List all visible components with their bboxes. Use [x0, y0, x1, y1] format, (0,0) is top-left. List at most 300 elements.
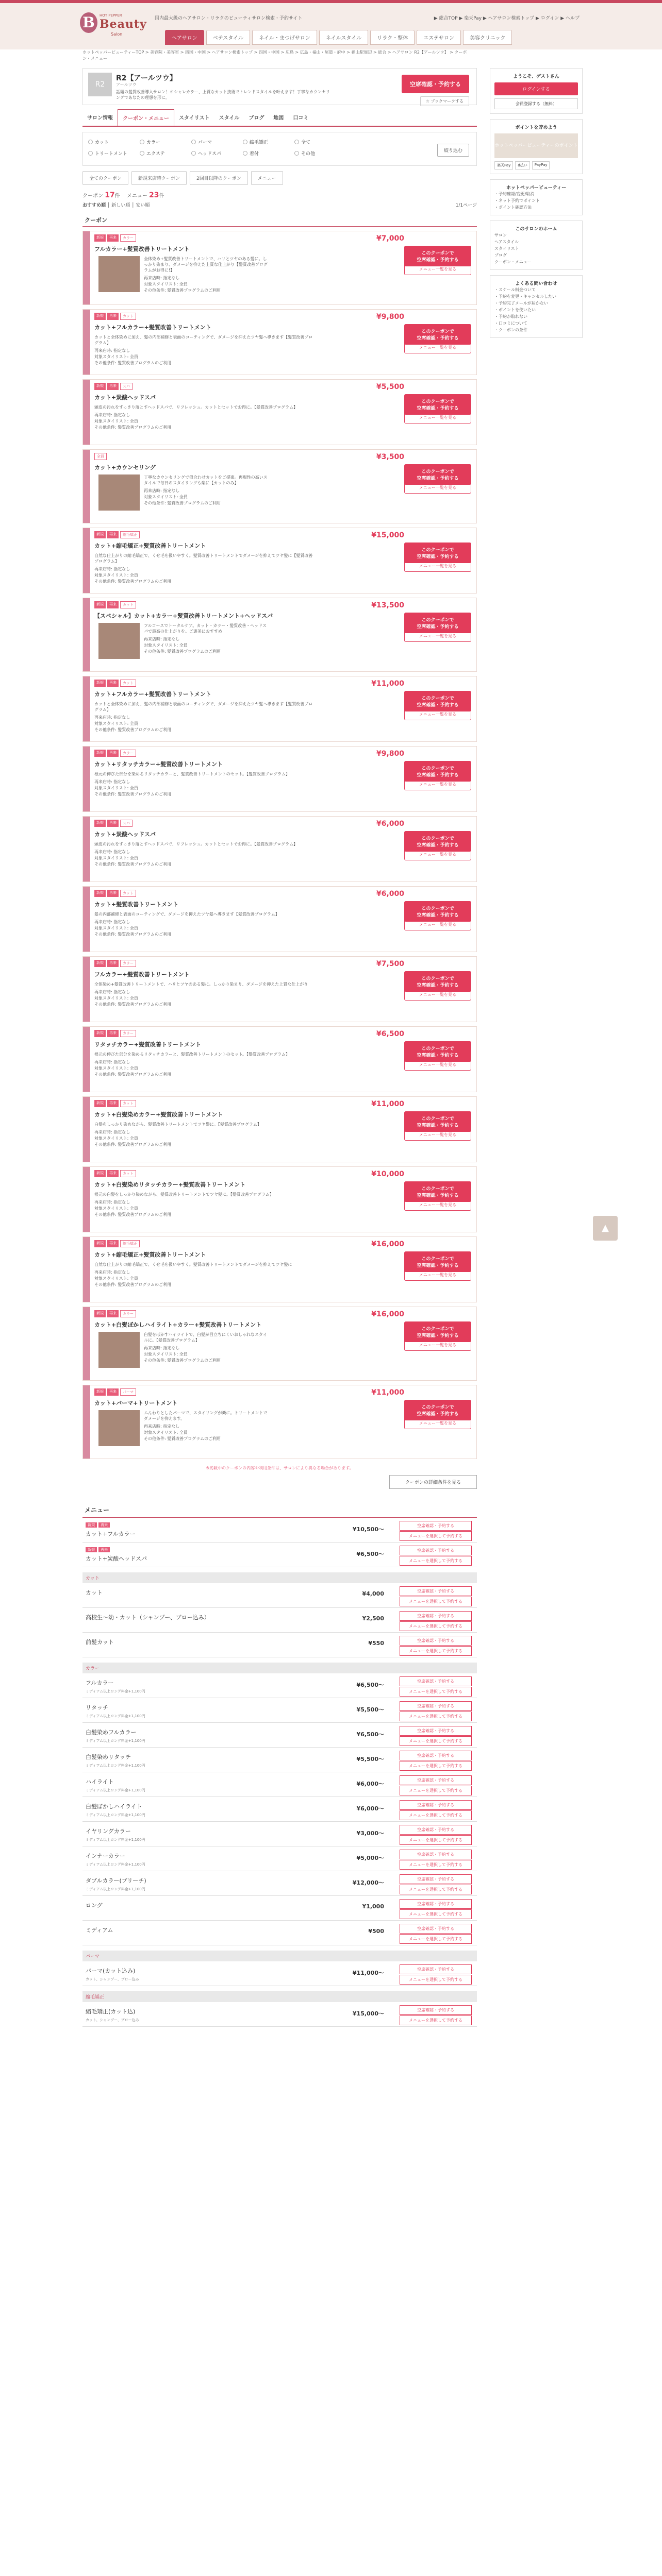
- menu-row: [82, 1772, 477, 1797]
- coupon-price: ¥10,000: [371, 1170, 404, 1178]
- coupon-book-button[interactable]: このクーポンで 空席確認・予約する: [404, 1041, 471, 1062]
- coupon-name[interactable]: カット+炭酸ヘッドスパ: [94, 831, 156, 838]
- coupon-tags: [94, 1388, 472, 1396]
- radio-icon: [243, 140, 247, 144]
- coupon-description: 白髪をぼかすハイライトで、白髪が目立ちにくいおしゃれなスタイルに。【髪質改善プログラム】: [144, 1332, 267, 1343]
- coupon-condition: その他条件: 髪質改善プログラムのご利用: [94, 425, 172, 430]
- filter-option[interactable]: [294, 139, 312, 145]
- coupon-condition: 再来店時: 指定なし: [94, 413, 130, 417]
- coupon-tag: カット: [120, 1170, 136, 1177]
- menu-price: ¥550: [368, 1640, 384, 1647]
- menu-category: カット: [82, 1572, 477, 1583]
- coupon-description: 白髪をしっかり染めながら、髪質改善トリートメントでツヤ髪に。【髪質改善プログラム】: [94, 1122, 261, 1127]
- menu-book-button[interactable]: 空席確認・予約する: [400, 2005, 472, 2015]
- coupon-condition: 再来店時: 指定なし: [94, 1270, 130, 1275]
- sort-active[interactable]: おすすめ順: [82, 203, 106, 208]
- coupon-tag: 再来: [107, 1100, 119, 1107]
- filter-option[interactable]: [243, 150, 261, 157]
- menu-select-button[interactable]: メニューを選択して予約する: [400, 2015, 472, 2025]
- menu-name: リタッチ: [86, 1704, 108, 1711]
- sidebar-link[interactable]: ・予約確認/変更/取消: [494, 192, 535, 196]
- menu-row: [82, 1921, 477, 1945]
- coupon-badge: [83, 450, 90, 523]
- menu-sub: カット、シャンプー、ブロー込み: [86, 2018, 139, 2022]
- menu-count-label: メニュー: [126, 193, 147, 199]
- menu-name: ダブルカラー(ブリーチ): [86, 1877, 146, 1884]
- coupon-tag: 新規: [94, 890, 106, 897]
- coupon-tag: 再来: [107, 1240, 119, 1247]
- menu-select-button[interactable]: メニューを選択して予約する: [400, 1687, 472, 1697]
- nav-item[interactable]: 美容クリニック: [463, 30, 512, 45]
- menu-select-button[interactable]: メニューを選択して予約する: [400, 1860, 472, 1870]
- coupon-menu-button[interactable]: メニュー一覧を見る: [404, 1129, 471, 1141]
- coupon-tag: 再来: [107, 383, 119, 390]
- coupon-tag: 再来: [107, 601, 119, 608]
- radio-icon: [294, 140, 299, 144]
- menu-book-button[interactable]: 空席確認・予約する: [400, 1611, 472, 1621]
- coupon-book-button[interactable]: このクーポンで 空席確認・予約する: [404, 971, 471, 992]
- coupon-tags: [94, 453, 472, 460]
- coupon-tags: [94, 1240, 472, 1247]
- filter-option[interactable]: [243, 139, 270, 145]
- coupon-card: [82, 1385, 477, 1459]
- tab-item[interactable]: ブログ: [249, 115, 264, 121]
- coupon-badge: [83, 310, 90, 375]
- coupon-body: [90, 1097, 476, 1162]
- subtab-item[interactable]: 2回目以降のクーポン: [190, 171, 248, 185]
- menu-select-button[interactable]: メニューを選択して予約する: [400, 1909, 472, 1919]
- subtab-item[interactable]: 新規来店時クーポン: [131, 171, 187, 185]
- coupon-condition: その他条件: 髪質改善プログラムのご利用: [94, 932, 172, 937]
- coupon-book-button[interactable]: このクーポンで 空席確認・予約する: [404, 691, 471, 711]
- coupon-tag: スパ: [120, 383, 133, 390]
- menu-book-button[interactable]: 空席確認・予約する: [400, 1924, 472, 1934]
- coupon-condition: その他条件: 髪質改善プログラムのご利用: [144, 288, 221, 293]
- coupon-image[interactable]: [98, 1410, 140, 1446]
- coupon-name[interactable]: カット+白髪ぼかしハイライト+カラー+髪質改善トリートメント: [94, 1321, 262, 1328]
- header-links[interactable]: ▶ 総合TOP ▶ 楽天Pay ▶ ヘアサロン検索トップ ▶ ログイン ▶ ヘルプ: [434, 16, 580, 21]
- menu-section-title: メニュー: [82, 1502, 477, 1518]
- coupon-name[interactable]: カット+白髪染めカラー+髪質改善トリートメント: [94, 1111, 223, 1118]
- radio-icon: [88, 151, 93, 156]
- coupon-name[interactable]: カット+髪質改善トリートメント: [94, 901, 178, 908]
- sidebar-link[interactable]: ・ポイント確認方法: [494, 205, 532, 210]
- menu-sub: ミディアム以上ロング料金+1,100円: [86, 1714, 145, 1718]
- menu-book-button[interactable]: 空席確認・予約する: [400, 1899, 472, 1909]
- salon-home-title: このサロンのホーム: [515, 227, 557, 232]
- coupon-price: ¥7,000: [376, 234, 404, 243]
- main-nav: [165, 30, 512, 45]
- logo-wordmark: Beauty: [100, 18, 147, 31]
- logo-sub: Salon: [111, 32, 123, 37]
- menu-name: 高校生〜幼・カット（シャンプー、ブロー込み）: [86, 1614, 210, 1621]
- coupon-condition: その他条件: 髪質改善プログラムのご利用: [94, 1282, 172, 1287]
- menu-book-button[interactable]: 空席確認・予約する: [400, 1726, 472, 1736]
- tab-item[interactable]: スタイリスト: [179, 115, 210, 121]
- nav-item[interactable]: ヘアサロン: [165, 30, 204, 45]
- menu-category: 縮毛矯正: [82, 1991, 477, 2002]
- register-button[interactable]: 会員登録する（無料）: [494, 98, 578, 109]
- radio-icon: [191, 140, 196, 144]
- nav-item[interactable]: ネイルスタイル: [319, 30, 368, 45]
- result-counts: クーポン 17件 メニュー 23件 おすすめ順 │ 新しい順 │ 安い順 1/1ページ: [82, 191, 477, 208]
- filter-option[interactable]: [140, 150, 167, 157]
- menu-row: [82, 1698, 477, 1723]
- coupon-body: [90, 747, 476, 811]
- coupon-menu-button[interactable]: メニュー一覧を見る: [404, 482, 471, 494]
- menu-category-list: [82, 1572, 477, 2027]
- coupon-image[interactable]: [98, 623, 140, 659]
- coupon-menu-button[interactable]: メニュー一覧を見る: [404, 1269, 471, 1281]
- coupon-name[interactable]: カット+白髪染めリタッチカラー+髪質改善トリートメント: [94, 1181, 245, 1188]
- coupon-body: [90, 450, 476, 523]
- menu-book-button[interactable]: 空席確認・予約する: [400, 1874, 472, 1884]
- menu-book-button[interactable]: 空席確認・予約する: [400, 1521, 472, 1531]
- coupon-description: 頭皮の汚れをすっきり落とすヘッドスパで、リフレッシュ。カットとセットでお得に。【髪質改善プログラム】: [94, 405, 298, 410]
- coupon-tag: 再来: [107, 1310, 119, 1317]
- coupon-book-button[interactable]: このクーポンで 空席確認・予約する: [404, 613, 471, 633]
- coupon-card: [82, 1026, 477, 1092]
- coupon-tag: 新規: [94, 601, 106, 608]
- sidebar-link[interactable]: ・予約を変更・キャンセルしたい: [494, 294, 556, 299]
- coupon-condition: 対象スタイリスト: 全員: [144, 495, 188, 499]
- coupon-menu-button[interactable]: メニュー一覧を見る: [404, 1339, 471, 1351]
- coupon-name[interactable]: カット+フルカラー+髪質改善トリートメント: [94, 324, 211, 331]
- coupon-condition: 再来店時: 指定なし: [94, 715, 130, 720]
- tab-item[interactable]: スタイル: [219, 115, 240, 121]
- sidebar-link[interactable]: サロン: [494, 233, 507, 238]
- payment-badge: 楽天Pay: [494, 161, 513, 170]
- menu-book-button[interactable]: 空席確認・予約する: [400, 1546, 472, 1555]
- coupon-body: [90, 957, 476, 1022]
- sidebar-link[interactable]: ヘアスタイル: [494, 240, 519, 244]
- menu-select-button[interactable]: メニューを選択して予約する: [400, 1835, 472, 1845]
- coupon-image[interactable]: [98, 1332, 140, 1368]
- coupon-name[interactable]: フルカラー+髪質改善トリートメント: [94, 246, 190, 252]
- coupon-badge: [83, 887, 90, 952]
- coupon-description: 丁寧なカウンセリングで似合わせカットをご提案。再現性の高いスタイルで毎日のスタイリングも楽に【カットのみ】: [144, 475, 268, 485]
- sidebar-link[interactable]: ・口コミについて: [494, 321, 527, 326]
- coupon-badge: [83, 380, 90, 445]
- coupon-image[interactable]: [98, 474, 140, 511]
- coupon-name[interactable]: カット+縮毛矯正+髪質改善トリートメント: [94, 1251, 206, 1258]
- menu-row: [82, 1723, 477, 1748]
- sidebar-link[interactable]: ・ポイントを使いたい: [494, 308, 536, 312]
- coupon-body: [90, 817, 476, 882]
- coupon-tag: 新規: [94, 750, 106, 757]
- menu-category: パーマ: [82, 1951, 477, 1961]
- menu-select-button[interactable]: メニューを選択して予約する: [400, 1934, 472, 1944]
- coupon-description: 根元の伸びた部分を染めるリタッチカラーと、髪質改善トリートメントのセット。【髪質改善プログラム】: [94, 1052, 290, 1057]
- salon-image[interactable]: R2: [88, 73, 112, 96]
- menu-book-button[interactable]: 空席確認・予約する: [400, 1676, 472, 1686]
- tab-item[interactable]: 口コミ: [293, 115, 309, 121]
- coupon-section-title: クーポン: [82, 214, 477, 227]
- point-box: [490, 119, 583, 174]
- coupon-menu-button[interactable]: メニュー一覧を見る: [404, 778, 471, 790]
- book-button[interactable]: 空席確認・予約する: [402, 75, 469, 93]
- sidebar-link[interactable]: ・予約が取れない: [494, 314, 527, 319]
- coupon-condition: その他条件: 髪質改善プログラムのご利用: [144, 1436, 221, 1441]
- coupon-body: [90, 676, 476, 741]
- menu-row: [82, 1543, 477, 1567]
- coupon-badge: [83, 1167, 90, 1232]
- sidebar-link[interactable]: ・スケール料金ついて: [494, 287, 536, 292]
- menu-select-button[interactable]: メニューを選択して予約する: [400, 1597, 472, 1606]
- coupon-condition: 対象スタイリスト: 全員: [94, 856, 138, 860]
- coupon-description: 根元の伸びた部分を染めるリタッチカラーと、髪質改善トリートメントのセット。【髪質改善プログラム】: [94, 772, 290, 776]
- filter-option[interactable]: [88, 150, 129, 157]
- coupon-condition: その他条件: 髪質改善プログラムのご利用: [144, 1358, 221, 1363]
- coupon-card: [82, 956, 477, 1022]
- coupon-price: ¥16,000: [371, 1240, 404, 1248]
- menu-select-button[interactable]: メニューを選択して予約する: [400, 1556, 472, 1566]
- coupon-book-button[interactable]: このクーポンで 空席確認・予約する: [404, 1251, 471, 1272]
- coupon-tag: 再来: [107, 1388, 119, 1396]
- coupon-book-button[interactable]: このクーポンで 空席確認・予約する: [404, 246, 471, 266]
- menu-name: インナーカラー: [86, 1853, 125, 1859]
- coupon-book-button[interactable]: このクーポンで 空席確認・予約する: [404, 324, 471, 345]
- tab-item[interactable]: クーポン・メニュー: [118, 109, 174, 126]
- menu-select-button[interactable]: メニューを選択して予約する: [400, 1711, 472, 1721]
- menu-book-button[interactable]: 空席確認・予約する: [400, 1825, 472, 1835]
- coupon-tags: [94, 750, 472, 757]
- menu-select-button[interactable]: メニューを選択して予約する: [400, 1786, 472, 1795]
- coupon-tag: カラー: [120, 234, 136, 242]
- menu-select-button[interactable]: メニューを選択して予約する: [400, 1621, 472, 1631]
- menu-book-button[interactable]: 空席確認・予約する: [400, 1850, 472, 1859]
- site-header: [0, 3, 662, 49]
- coupon-book-button[interactable]: このクーポンで 空席確認・予約する: [404, 831, 471, 852]
- coupon-menu-button[interactable]: メニュー一覧を見る: [404, 630, 471, 642]
- coupon-tag: 新規: [94, 383, 106, 390]
- nav-item[interactable]: リラク・整体: [370, 30, 415, 45]
- coupon-tags: [94, 313, 472, 320]
- coupon-condition: 再来店時: 指定なし: [94, 1200, 130, 1205]
- menu-name: フルカラー: [86, 1680, 114, 1686]
- coupon-menu-button[interactable]: メニュー一覧を見る: [404, 1417, 471, 1429]
- coupon-name[interactable]: フルカラー+髪質改善トリートメント: [94, 971, 190, 978]
- menu-select-button[interactable]: メニューを選択して予約する: [400, 1761, 472, 1771]
- coupon-body: [90, 1237, 476, 1302]
- coupon-price: ¥9,800: [376, 313, 404, 321]
- coupon-tag: 新規: [94, 313, 106, 320]
- menu-select-button[interactable]: メニューを選択して予約する: [400, 1975, 472, 1985]
- sidebar-link[interactable]: スタイリスト: [494, 246, 519, 251]
- coupon-menu-button[interactable]: メニュー一覧を見る: [404, 342, 471, 353]
- coupon-name[interactable]: カット+リタッチカラー+髪質改善トリートメント: [94, 761, 223, 768]
- coupon-badge: [83, 1097, 90, 1162]
- coupon-book-button[interactable]: このクーポンで 空席確認・予約する: [404, 1321, 471, 1342]
- coupon-count-label: クーポン: [82, 193, 103, 199]
- coupon-tag: カラー: [120, 1030, 136, 1037]
- coupon-tags: [94, 601, 472, 608]
- coupon-price: ¥11,000: [371, 1388, 404, 1397]
- menu-price: ¥6,500〜: [356, 1551, 384, 1557]
- coupon-book-button[interactable]: このクーポンで 空席確認・予約する: [404, 1400, 471, 1420]
- menu-book-button[interactable]: 空席確認・予約する: [400, 1751, 472, 1760]
- coupon-condition: 対象スタイリスト: 全員: [94, 354, 138, 359]
- coupon-price: ¥3,500: [376, 453, 404, 461]
- filter-button[interactable]: 絞り込む: [437, 144, 469, 157]
- coupon-book-button[interactable]: このクーポンで 空席確認・予約する: [404, 1181, 471, 1202]
- coupon-card: [82, 1096, 477, 1162]
- radio-icon: [140, 151, 144, 156]
- coupon-tags: [94, 1310, 472, 1317]
- menu-row: [82, 1871, 477, 1896]
- menu-price: ¥10,500〜: [352, 1526, 384, 1533]
- coupon-condition: その他条件: 髪質改善プログラムのご利用: [94, 862, 172, 867]
- coupon-tag: カット: [120, 1100, 136, 1107]
- menu-name: 白髪ぼかしハイライト: [86, 1803, 142, 1810]
- coupon-menu-button[interactable]: メニュー一覧を見る: [404, 1059, 471, 1071]
- coupon-name[interactable]: カット+カウンセリング: [94, 464, 156, 471]
- up-arrow-icon[interactable]: ▲: [593, 1216, 618, 1241]
- coupon-tag: カット: [120, 890, 136, 897]
- coupon-tags: [94, 680, 472, 687]
- breadcrumb[interactable]: ホットペッパービューティーTOP > 美容院・美容室 > 四国・中国 > ヘアサロン検索トップ > 四国・中国 > 広島 > 広島・福山・尾道・府中 > 福山駅周辺 > 総合 > ヘアサロン R2【アールツウ】 > クーポン・メニュー: [82, 50, 467, 61]
- menu-row: [82, 1583, 477, 1608]
- coupon-badge: [83, 1307, 90, 1380]
- filter-label: カラー: [146, 140, 161, 145]
- coupon-condition: 再来店時: 指定なし: [144, 276, 180, 280]
- menu-book-button[interactable]: 空席確認・予約する: [400, 1636, 472, 1646]
- point-banner[interactable]: ホットペッパービューティーのポイントがたまる!: [494, 133, 578, 158]
- nav-item[interactable]: ネイル・まつげサロン: [252, 30, 317, 45]
- sidebar-link[interactable]: ・クーポンの条件: [494, 328, 527, 332]
- menu-row: [82, 1518, 477, 1543]
- menu-book-button[interactable]: 空席確認・予約する: [400, 1775, 472, 1785]
- menu-price: ¥3,000〜: [356, 1830, 384, 1837]
- menu-select-button[interactable]: メニューを選択して予約する: [400, 1531, 472, 1541]
- coupon-condition: 再来店時: 指定なし: [94, 1130, 130, 1134]
- coupon-menu-button[interactable]: メニュー一覧を見る: [404, 708, 471, 720]
- coupon-price: ¥11,000: [371, 1100, 404, 1108]
- menu-price: ¥12,000〜: [352, 1879, 384, 1886]
- coupon-note: ※掲載中のクーポンの内容や利用条件は、サロンにより異なる場合があります。: [206, 1466, 354, 1470]
- nav-item[interactable]: ベテスタイル: [206, 30, 250, 45]
- filter-option[interactable]: [88, 139, 111, 145]
- coupon-name[interactable]: カット+パーマ+トリートメント: [94, 1400, 178, 1406]
- coupon-image[interactable]: [98, 256, 140, 292]
- coupon-tag: 新規: [94, 1240, 106, 1247]
- coupon-description: 頭皮の汚れをすっきり落とすヘッドスパで、リフレッシュ。カットとセットでお得に。【髪質改善プログラム】: [94, 842, 298, 846]
- menu-book-button[interactable]: 空席確認・予約する: [400, 1586, 472, 1596]
- menu-section: [82, 1502, 477, 2027]
- filter-option[interactable]: [191, 139, 214, 145]
- site-logo[interactable]: [80, 12, 147, 39]
- coupon-menu-button[interactable]: メニュー一覧を見る: [404, 919, 471, 930]
- menu-row: [82, 2002, 477, 2027]
- coupon-condition: その他条件: 髪質改善プログラムのご利用: [144, 649, 221, 654]
- coupon-tags: [94, 820, 472, 827]
- menu-select-button[interactable]: メニューを選択して予約する: [400, 1736, 472, 1746]
- coupon-body: [90, 380, 476, 445]
- coupon-name[interactable]: カット+縮毛矯正+髪質改善トリートメント: [94, 543, 206, 549]
- coupon-tag: 新規: [94, 531, 106, 538]
- menu-book-button[interactable]: 空席確認・予約する: [400, 1964, 472, 1974]
- coupon-book-button[interactable]: このクーポンで 空席確認・予約する: [404, 394, 471, 415]
- coupon-name[interactable]: リタッチカラー+髪質改善トリートメント: [94, 1041, 201, 1048]
- coupon-book-button[interactable]: このクーポンで 空席確認・予約する: [404, 761, 471, 782]
- coupon-book-button[interactable]: このクーポンで 空席確認・予約する: [404, 1111, 471, 1132]
- coupon-book-button[interactable]: このクーポンで 空席確認・予約する: [404, 901, 471, 922]
- menu-book-button[interactable]: 空席確認・予約する: [400, 1701, 472, 1711]
- filter-option[interactable]: [140, 139, 162, 145]
- menu-name: カット+フルカラー: [86, 1531, 136, 1537]
- menu-row: [82, 1896, 477, 1921]
- menu-book-button[interactable]: 空席確認・予約する: [400, 1800, 472, 1810]
- coupon-description: カットと全体染めに加え、髪の内部補修と表面のコーティングで、ダメージを抑えたツヤ髪へ導きます【髪質改善プログラム】: [94, 335, 313, 345]
- salon-home-box: [490, 221, 583, 270]
- salon-kana: アールツウ: [116, 82, 137, 87]
- coupon-book-button[interactable]: このクーポンで 空席確認・予約する: [404, 464, 471, 485]
- coupon-condition: 対象スタイリスト: 全員: [144, 643, 188, 648]
- menu-tag: 新規: [86, 1547, 97, 1552]
- filter-option[interactable]: [191, 150, 223, 157]
- info-links: [494, 191, 578, 211]
- coupon-name[interactable]: カット+フルカラー+髪質改善トリートメント: [94, 691, 211, 698]
- coupon-condition: 対象スタイリスト: 全員: [94, 786, 138, 790]
- subtab-item[interactable]: メニュー: [251, 171, 283, 185]
- sidebar-link[interactable]: クーポン・メニュー: [494, 260, 532, 264]
- menu-sub: ミディアム以上ロング料金+1,100円: [86, 1887, 145, 1891]
- coupon-badge: [83, 957, 90, 1022]
- menu-name: イヤリングカラー: [86, 1828, 131, 1835]
- menu-sub: ミディアム以上ロング料金+1,100円: [86, 1739, 145, 1743]
- coupon-tag: カット: [120, 601, 136, 608]
- menu-tag: 再来: [98, 1522, 110, 1528]
- coupon-book-button[interactable]: このクーポンで 空席確認・予約する: [404, 543, 471, 563]
- menu-select-button[interactable]: メニューを選択して予約する: [400, 1885, 472, 1894]
- coupon-menu-button[interactable]: メニュー一覧を見る: [404, 560, 471, 572]
- coupon-condition: 再来店時: 指定なし: [94, 567, 130, 571]
- login-button[interactable]: ログインする: [494, 82, 578, 95]
- subtab-item[interactable]: 全てのクーポン: [82, 171, 128, 185]
- tab-item[interactable]: 地図: [273, 115, 284, 121]
- coupon-tag: 再来: [107, 750, 119, 757]
- coupon-menu-button[interactable]: メニュー一覧を見る: [404, 412, 471, 423]
- sidebar-link[interactable]: ・ネット予約でポイント: [494, 198, 540, 203]
- sidebar-link[interactable]: ・予約完了メールが届かない: [494, 301, 548, 306]
- coupon-menu-button[interactable]: メニュー一覧を見る: [404, 989, 471, 1001]
- coupon-price: ¥15,000: [371, 531, 404, 539]
- sort-options[interactable]: │ 新しい順 │ 安い順: [107, 203, 150, 208]
- coupon-detail-button[interactable]: クーポンの詳細条件を見る: [389, 1475, 477, 1489]
- coupon-menu-button[interactable]: メニュー一覧を見る: [404, 1199, 471, 1211]
- coupon-menu-button[interactable]: メニュー一覧を見る: [404, 263, 471, 275]
- radio-icon: [140, 140, 144, 144]
- coupon-condition: その他条件: 髪質改善プログラムのご利用: [94, 579, 172, 584]
- coupon-name[interactable]: 【スペシャル】カット+カラー+髪質改善トリートメント+ヘッドスパ: [94, 613, 273, 619]
- coupon-badge: [83, 817, 90, 882]
- menu-count: 23: [149, 191, 159, 199]
- radio-icon: [191, 151, 196, 156]
- tab-item[interactable]: サロン情報: [87, 115, 113, 121]
- nav-item[interactable]: エステサロン: [417, 30, 461, 45]
- filter-option[interactable]: [294, 150, 317, 157]
- bookmark-button[interactable]: ☆ ブックマークする: [420, 96, 469, 106]
- sidebar-link[interactable]: ブログ: [494, 253, 507, 258]
- menu-select-button[interactable]: メニューを選択して予約する: [400, 1810, 472, 1820]
- menu-name: ロング: [86, 1902, 103, 1909]
- coupon-name[interactable]: カット+炭酸ヘッドスパ: [94, 394, 156, 401]
- menu-name: 縮毛矯正(カット込): [86, 2008, 136, 2015]
- coupon-menu-button[interactable]: メニュー一覧を見る: [404, 849, 471, 860]
- menu-select-button[interactable]: メニューを選択して予約する: [400, 1646, 472, 1656]
- menu-sub: ミディアム以上ロング料金+1,100円: [86, 1689, 145, 1693]
- radio-icon: [88, 140, 93, 144]
